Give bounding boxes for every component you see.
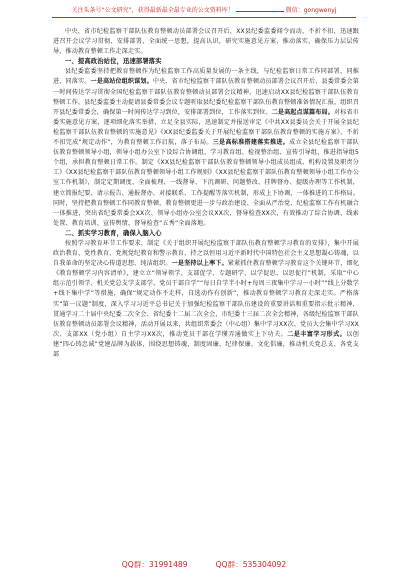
paragraph-text: 县纪委监委坚持把教育整顿作为纪检监察工作高质量发展的一条主线，与纪检监察日常工作同部署、同推进、同落实。 <box>53 68 359 86</box>
body-paragraph <box>53 67 359 229</box>
paragraph-text: 成立全县纪检监察干部队伍教育整顿领导小组，领导小组办公室下设综合协调组、学习教育组、检视整治组、宣传引导组、推进指导组5个组，承担教育整顿日常工作。制定《XX县纪检监察干部队伍教育整顿领导小组成员组成、机构设置及职责分工》《XX县纪检监察干部队伍教育整顿领导小组工作规则》《XX县纪检监察干部队伍教育整顿领导小组工作办公室工作机制》，制定定期调度、全面梳理、一线督导、下沉调研、问题整改、挂牌督办、提级办理等工作机制，建立简报纪要、请示报告、通报督办、对接联系、工作提醒等落实机制，形成上下协调，一体推进的工作格局。同时，坚持把教育整顿工作同教育整顿，教育整顿更进一步与政治建设、全面从严治党、纪检监察工作有机融合一体推进，突出省纪委常委会XX次、领导小组办公室会议XX次，督导检查XX次，有效推动了综合协调、线索处置、教育培训、宣传舆情、督导检查“五秀”全面落地。 <box>53 139 359 227</box>
section-heading: 一、提高政治站位，迅速部署落实 <box>65 58 162 66</box>
header-wechat: 微信：gongwenyj <box>285 7 337 14</box>
footer-qq-group-1: QQ群：31991489 <box>121 560 188 569</box>
bold-lead-phrase: 二是丰富学习形式。 <box>287 330 347 338</box>
bold-lead-phrase: 一是坚持以上率下。 <box>171 260 228 268</box>
page-header <box>0 7 408 15</box>
section-heading: 二、抓实学习教育，确保入脑入心 <box>65 229 162 237</box>
header-promo-text: 关注头条号“公文研究”，获得最新最全最专业的公文资料库！ <box>71 7 234 14</box>
paragraph-text: 紧紧抓住教育整顿学习教育这个关键环节，细化《教育整顿学习内容清单》，建立立“领导领学、支部促学、专题研学、以学促思、以思促行”机制，采取“中心组示范引领学、机关党总支学支部学、党员干部自学”“每日自学半小时+每周三夜集中学习一小时”“线上分数学+线下集中学”等措施，确保“规定动作不走样，自选动作有创新”，推动教育整顿学习教育走深走实。严格落实“第一议题”制度，深入学习习近平总书记关于加强纪检监察干部队伍建设的重要讲话和重要指示批示精神，贯通学习二十届中央纪委二次全会、省纪委十二届二次全会、市纪委十三届二次全会精神，各级纪检监察干部队伍教育整顿动员部署会议精神，活动开展以来，共组织常委会（中心组）集中学习XX次、党员大会集中学习XX次、支部XX（党小组）自主学习XX次，推动党员干部在学懂弄通做实上下功夫。 <box>53 260 359 338</box>
header-rule <box>52 17 356 18</box>
bold-lead-phrase: 三是高标准搭建落实推进。 <box>212 139 290 147</box>
paragraph-text: 按照学习教育环节工作要求，制定《关于组织开展纪检监察干部队伍教育整顿学习教育的安排》，集中开展政治教育、党性教育、党规党纪教育和警示教育，持之以恒用习近平新时代中国特色社会主义思想凝心铸魂，以自我革命的坚定决心传道思想、纯洁组织。 <box>53 239 359 268</box>
document-body <box>53 27 359 360</box>
paragraph-text: 中央、省市纪检监察干部队伍教育整顿动员部署会议召开后，县委常委会第一时间传达学习贯彻全国纪检监察干部队伍教育整顿动员部署会议精神，迅速启动XX县纪检监察干部队伍教育整顿工作。县纪委监委主动提请县委常委会议专题听取县纪委纪检监察干部队伍教育整顿准备情况汇报，组织召开县纪委常委会，确保第一时间传达学习到位，安排部署到位，工作落实到位。 <box>53 78 359 116</box>
paragraph-text: 对标省市委实施意见方案，逐项细化落实举措，立足全县实际，迅速制定并报送审定《中共XX县委员会关于开展全县纪检监察干部队伍教育整顿的实施意见》《XX县纪委监委关于开展纪检监察干部队伍教育整顿的实施方案》，不折不扣完成“规定动作”，为教育整顿工作启航，落子布局。 <box>53 108 360 147</box>
paragraph-text: 以创建“四心铸忠诚”党建品牌为载体，围绕思想铸魂、制度固廉、纪律保廉、文化倡廉，推动机关党总支、各党支部 <box>53 330 359 358</box>
footer-qq-group-2: QQ群：535304092 <box>215 560 287 569</box>
bold-lead-phrase: 二是高起点谋篇布局。 <box>271 108 335 116</box>
bold-lead-phrase: 一是高站位组织谋划。 <box>90 78 153 86</box>
body-paragraph: 中央、省市纪检监察干部队伍教育整顿动员部署会议召开后，XX县纪委监委闻令而动、不折不扣，迅速跟进召开会议学习贯彻、安排部署，全面统一思想，提高认识，研究实施意见方案，推动落实，确保压力层层传导，推动教育整顿工作走深走实。 <box>53 28 359 56</box>
page-footer <box>0 560 408 570</box>
body-paragraph <box>53 239 359 360</box>
header-underline <box>236 8 284 12</box>
